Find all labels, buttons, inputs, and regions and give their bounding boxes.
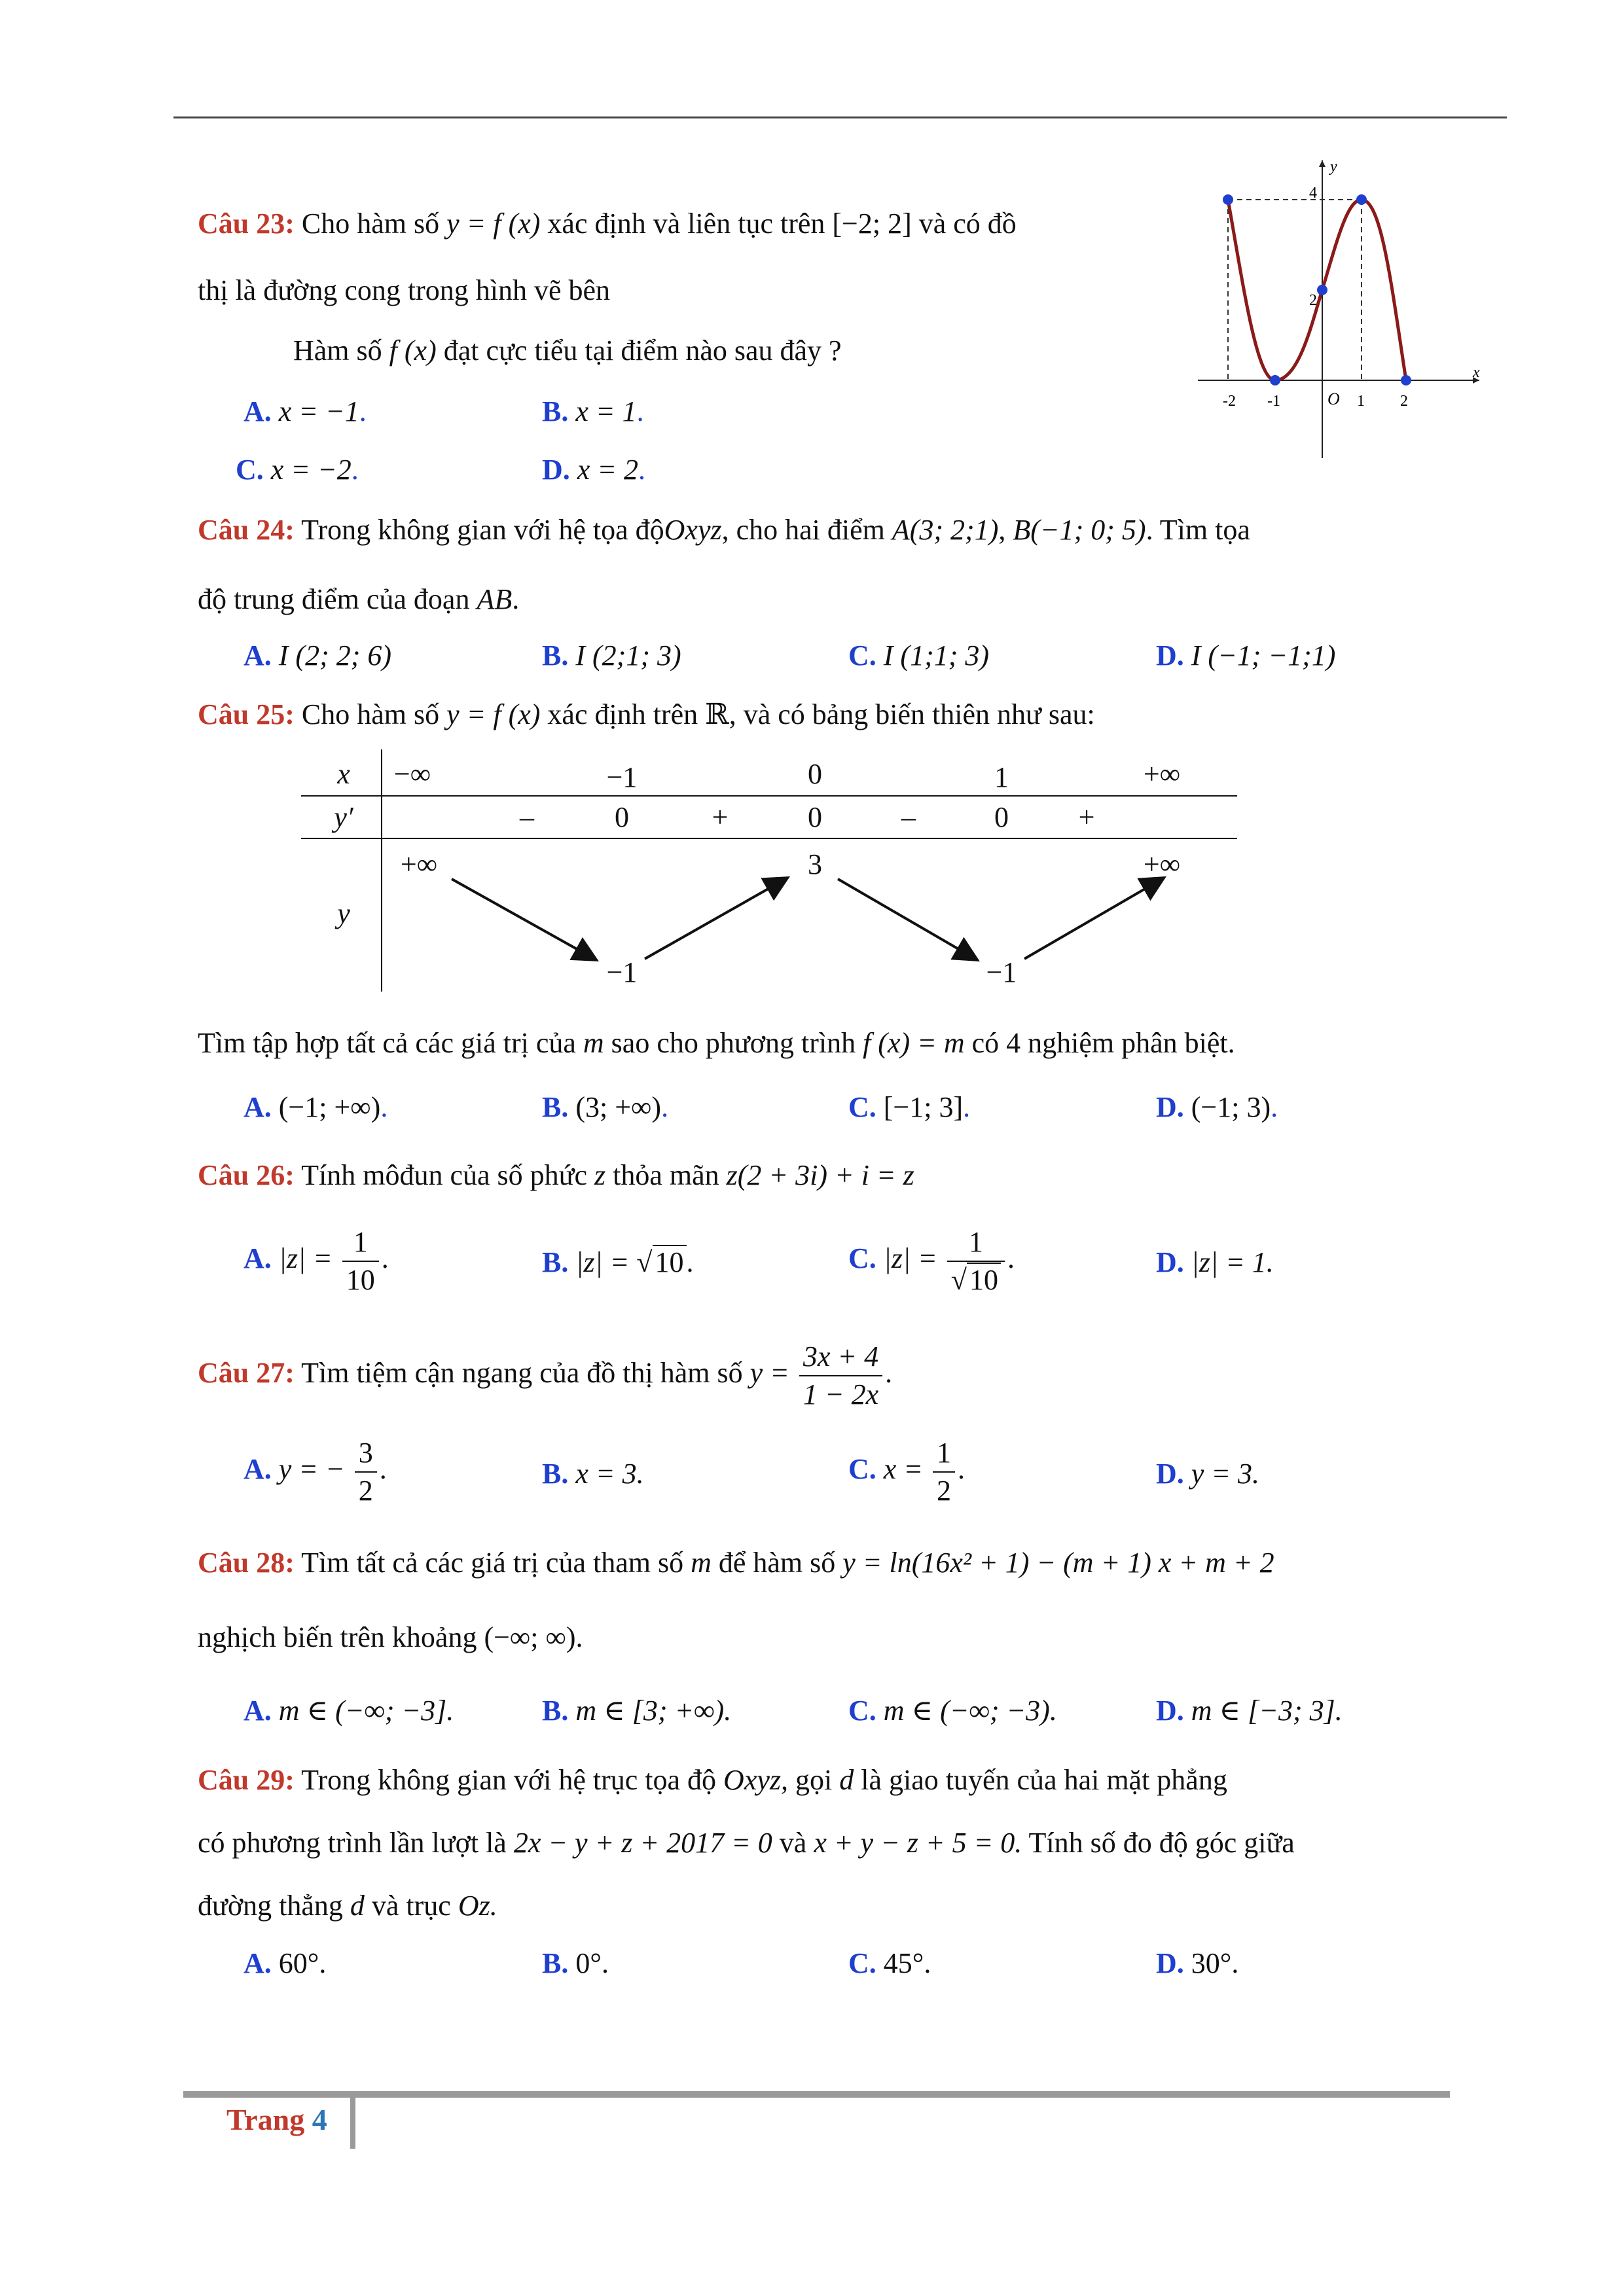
q25-l2e: 4 (1006, 1027, 1021, 1059)
numerator: 3 (355, 1435, 377, 1473)
option-lhs: |z| = (575, 1246, 630, 1278)
table-yp-7: + (1078, 801, 1095, 833)
q28-l1b: để hàm số (718, 1547, 836, 1579)
option-letter: C. (848, 639, 876, 672)
q26-equation: z(2 + 3i) + i = z (726, 1159, 914, 1191)
arrow-increase-1 (645, 879, 785, 959)
option-letter: A. (244, 395, 272, 427)
q25-l2f: nghiệm phân biệt. (1028, 1027, 1235, 1059)
q23-func: y = f (x) (446, 207, 541, 240)
q29-l3c: Oz. (458, 1890, 497, 1922)
q24-l2a: độ trung điểm của đoạn (198, 583, 470, 615)
option-letter: C. (236, 454, 264, 486)
option-letter: D. (1156, 1091, 1184, 1123)
q26-option-d[interactable] (1156, 1246, 1274, 1280)
option-value: (3; +∞) (575, 1091, 662, 1123)
page-value: 4 (312, 2103, 327, 2136)
option-value: m ∈ [3; +∞). (575, 1695, 732, 1727)
option-value: [−1; 3] (883, 1091, 964, 1123)
q28-l1m: m (691, 1547, 712, 1579)
q25-line1 (198, 698, 1095, 732)
q23-l3b: đạt cực tiểu tại điểm nào sau đây ? (443, 334, 842, 367)
fraction (947, 1224, 1005, 1299)
q29-l2e: Tính số đo độ góc giữa (1028, 1827, 1295, 1859)
numerator: 1 (933, 1435, 955, 1473)
q25-l2d: có (971, 1027, 1000, 1059)
q29-plane-1: 2x − y + z + 2017 = 0 (513, 1827, 772, 1859)
option-letter: B. (542, 1695, 569, 1727)
q29-line1 (198, 1763, 1227, 1797)
q25-l2a: Tìm tập hợp tất cả các giá trị của (198, 1027, 576, 1059)
q28-option-d[interactable] (1156, 1694, 1343, 1728)
option-letter: A. (244, 1091, 272, 1123)
table-x-label: x (337, 758, 350, 790)
q23-text: Cho hàm số (301, 207, 440, 240)
table-yp-4: 0 (808, 801, 822, 833)
q23-line3 (293, 334, 842, 368)
q25-l1m: y = f (x) (446, 698, 541, 730)
q25-reals: ℝ (705, 698, 729, 730)
denominator: 1 − 2x (803, 1378, 879, 1410)
option-letter: A. (244, 1453, 272, 1486)
table-y-5: +∞ (1143, 848, 1181, 880)
q23-number: Câu 23: (198, 207, 295, 240)
option-letter: A. (244, 1947, 272, 1979)
q27-line1: Câu 27: Tìm tiệm cận ngang của đồ thị hàm số y = $\frac{3x + 4}{1 - 2x}$ . (198, 1338, 892, 1413)
tick-x-1: 1 (1357, 393, 1365, 410)
function-graph (1185, 151, 1486, 465)
option-letter: D. (1156, 639, 1184, 672)
q24-l2b: . (512, 583, 520, 615)
q27-option-d[interactable] (1156, 1457, 1259, 1491)
q27-option-c[interactable]: C. x = $\frac{1}{2}$ . (848, 1435, 965, 1509)
numerator: 1 (342, 1224, 379, 1262)
q28-option-b[interactable] (542, 1694, 731, 1728)
q23-option-a[interactable]: A. x = −1. (244, 395, 367, 427)
option-lhs: |z| = (278, 1242, 333, 1275)
q29-l2c: và (779, 1827, 807, 1859)
q24-option-a[interactable] (244, 639, 391, 673)
option-value: 60°. (278, 1947, 327, 1979)
table-arrows (301, 749, 1237, 992)
q27-option-a[interactable]: A. y = − $\frac{3}{2}$ . (244, 1435, 387, 1509)
q23-option-b[interactable]: B. x = 1. (542, 395, 644, 427)
option-letter: D. (542, 454, 570, 486)
numerator: 1 (947, 1224, 1005, 1262)
tick-y-2: 2 (1309, 292, 1317, 309)
q29-plane-2: x + y − z + 5 = 0. (814, 1827, 1022, 1859)
option-value: 0°. (575, 1947, 609, 1979)
q25-option-b[interactable]: B. (3; +∞). (542, 1091, 669, 1123)
option-letter: D. (1156, 1695, 1184, 1727)
q24-line2 (198, 583, 519, 617)
option-value: (−1; 3) (1191, 1091, 1271, 1123)
table-yp-6: 0 (994, 801, 1009, 833)
table-y-label: y (337, 897, 350, 929)
q29-l1d: là giao tuyến của hai mặt phẳng (861, 1764, 1227, 1796)
option-letter: D. (1156, 1458, 1184, 1490)
option-letter: D. (1156, 1246, 1184, 1278)
denominator: 2 (937, 1475, 952, 1507)
option-value: x = −2 (270, 454, 352, 486)
q24-point-a: A(3; 2;1) (892, 514, 999, 546)
q23-text3: và có đồ (918, 207, 1017, 240)
table-y-1: +∞ (400, 848, 438, 880)
q26-option-a[interactable]: A. |z| = $\frac{1}{10}$ . (244, 1224, 389, 1299)
option-lhs: x = (883, 1453, 924, 1486)
q29-l2a: có phương trình lần lượt là (198, 1827, 507, 1859)
table-yp-2: 0 (615, 801, 629, 833)
point-0-2 (1317, 285, 1327, 295)
q25-l2m: m (583, 1027, 604, 1059)
q29-l1m: Oxyz, (723, 1764, 789, 1796)
q23-line1 (198, 207, 1017, 241)
q24-option-b[interactable] (542, 639, 681, 673)
q23-interval: [−2; 2] (832, 207, 912, 240)
arrow-decrease-1 (452, 879, 594, 959)
q27-number: Câu 27: (198, 1357, 295, 1390)
denominator: √10 (947, 1262, 1005, 1299)
table-yp-3: + (712, 801, 729, 833)
fraction (355, 1435, 377, 1509)
q24-option-c[interactable] (848, 639, 989, 673)
fraction (799, 1338, 882, 1413)
q29-line3 (198, 1889, 497, 1923)
fraction (933, 1435, 955, 1509)
q25-l1b: xác định trên (547, 698, 698, 730)
option-letter: A. (244, 639, 272, 672)
footer-rule (183, 2091, 1450, 2098)
q29-number: Câu 29: (198, 1764, 295, 1796)
q25-l2b: sao cho phương trình (611, 1027, 856, 1059)
q25-number: Câu 25: (198, 698, 295, 730)
table-x-3: 0 (808, 758, 822, 790)
tick-x-neg1: -1 (1267, 393, 1280, 410)
table-y-3: 3 (808, 848, 822, 880)
option-lhs: |z| = (883, 1242, 937, 1275)
option-value: I (1;1; 3) (883, 639, 990, 672)
q27-l1a: Tìm tiệm cận ngang của đồ thị hàm số (301, 1357, 743, 1390)
point-neg2-4 (1223, 194, 1233, 205)
q26-l1b: thỏa mãn (613, 1159, 719, 1191)
table-x-2: −1 (606, 761, 638, 793)
table-yp-1: – (520, 801, 534, 833)
point-neg1-0 (1270, 375, 1280, 386)
q26-l1m: z (594, 1159, 606, 1191)
q24-l2m: AB (477, 583, 513, 615)
q23-option-d[interactable]: D. x = 2. (542, 454, 646, 486)
option-value: x = 2 (577, 454, 639, 486)
q23-text2: xác định và liên tục trên (547, 207, 825, 240)
q28-line2 (198, 1621, 583, 1655)
y-axis-label: y (1330, 158, 1337, 175)
q25-l1a: Cho hàm số (301, 698, 440, 730)
option-letter: B. (542, 639, 569, 672)
option-letter: A. (244, 1695, 272, 1727)
q26-option-c[interactable]: C. |z| = $\frac{1}{√10}$ . (848, 1224, 1015, 1299)
table-yp-label: y′ (334, 801, 353, 833)
option-letter: B. (542, 1246, 569, 1278)
option-value: m ∈ [−3; 3]. (1191, 1695, 1343, 1727)
option-letter: B. (542, 395, 569, 427)
option-letter: B. (542, 1458, 569, 1490)
y-axis-arrow-icon (1319, 160, 1326, 167)
denominator: 10 (346, 1264, 375, 1296)
option-value: x = −1 (278, 395, 359, 427)
q29-line2 (198, 1826, 1295, 1860)
q25-line2 (198, 1026, 1235, 1060)
q29-l3a: đường thẳng (198, 1890, 343, 1922)
q24-number: Câu 24: (198, 514, 295, 546)
option-value: I (−1; −1;1) (1191, 639, 1336, 672)
q24-l1a: Trong không gian với hệ tọa độ (301, 514, 664, 546)
q26-l1a: Tính môđun của số phức (301, 1159, 588, 1191)
q26-line1 (198, 1158, 914, 1193)
option-letter: C. (848, 1695, 876, 1727)
option-value: x = 3. (575, 1458, 644, 1490)
numerator: 3x + 4 (799, 1338, 882, 1376)
q24-option-d[interactable] (1156, 639, 1335, 673)
q29-option-c[interactable] (848, 1946, 931, 1981)
denominator: 2 (358, 1475, 373, 1507)
option-value: I (2;1; 3) (575, 639, 681, 672)
q25-l2c: f (x) = m (863, 1027, 965, 1059)
table-yp-5: – (901, 801, 916, 833)
option-letter: C. (848, 1947, 876, 1979)
q25-l1d: , và có bảng biến thiên như sau: (729, 698, 1095, 730)
q23-l3a: Hàm số (293, 334, 382, 367)
option-value: (−1; +∞) (278, 1091, 381, 1123)
q24-l1m: Oxyz (664, 514, 722, 546)
arrow-increase-2 (1024, 879, 1162, 959)
q27-option-b[interactable] (542, 1457, 644, 1491)
origin-label: O (1327, 389, 1340, 408)
q24-l1f: . Tìm tọa (1146, 514, 1250, 546)
q23-l3m: f (x) (389, 334, 437, 367)
q24-point-b: B(−1; 0; 5) (1013, 514, 1146, 546)
page-label: Trang (226, 2103, 305, 2136)
table-x-4: 1 (994, 761, 1009, 793)
q25-option-d[interactable]: D. (−1; 3). (1156, 1091, 1278, 1123)
tick-y-4: 4 (1309, 185, 1317, 202)
q28-option-c[interactable] (848, 1694, 1057, 1728)
q24-line1 (198, 513, 1250, 547)
q29-l1a: Trong không gian với hệ trục tọa độ (301, 1764, 717, 1796)
fraction (342, 1224, 379, 1299)
q24-l1b: , cho hai điểm (721, 514, 885, 546)
q26-number: Câu 26: (198, 1159, 295, 1191)
q28-option-a[interactable] (244, 1694, 454, 1728)
q29-l3m: d (350, 1890, 365, 1922)
option-value: m ∈ (−∞; −3]. (278, 1695, 454, 1727)
option-letter: C. (848, 1091, 876, 1123)
footer-divider (350, 2098, 355, 2149)
q28-number: Câu 28: (198, 1547, 295, 1579)
arrow-decrease-2 (838, 879, 975, 959)
header-rule (173, 117, 1507, 118)
q28-l1a: Tìm tất cả các giá trị của tham số (301, 1547, 684, 1579)
option-letter: B. (542, 1947, 569, 1979)
q27-l1m: y = (749, 1357, 789, 1390)
q23-option-c[interactable]: C. x = −2. (236, 454, 359, 486)
q26-option-b[interactable]: B. |z| = √10. (542, 1246, 694, 1278)
option-letter: D. (1156, 1947, 1184, 1979)
q29-option-b[interactable] (542, 1946, 609, 1981)
sqrt-value: 10 (653, 1245, 687, 1278)
option-value: 45°. (883, 1947, 931, 1979)
q28-line1 (198, 1546, 1274, 1580)
point-1-4 (1356, 194, 1367, 205)
option-value: x = 1 (575, 395, 637, 427)
q29-l1b: gọi (795, 1764, 833, 1796)
q29-option-a[interactable] (244, 1946, 326, 1981)
option-value: 30°. (1191, 1947, 1239, 1979)
option-value: m ∈ (−∞; −3). (883, 1695, 1057, 1727)
table-x-5: +∞ (1143, 758, 1181, 790)
x-axis-label: x (1473, 364, 1480, 381)
option-letter: A. (244, 1242, 272, 1275)
table-y-2: −1 (606, 956, 638, 988)
point-2-0 (1401, 375, 1411, 386)
q29-l1c: d (839, 1764, 854, 1796)
option-value: I (2; 2; 6) (278, 639, 392, 672)
tick-x-neg2: -2 (1223, 393, 1236, 410)
option-lhs: y = − (278, 1453, 345, 1486)
q28-l2a: nghịch biến trên khoảng (198, 1621, 477, 1653)
option-value: y = 3. (1191, 1458, 1260, 1490)
q25-option-a[interactable]: A. (−1; +∞). (244, 1091, 388, 1123)
variation-table (301, 749, 1237, 992)
sqrt-value: 10 (967, 1263, 1001, 1296)
q28-interval: (−∞; ∞). (484, 1621, 583, 1653)
option-letter: B. (542, 1091, 569, 1123)
q23-line2: thị là đường cong trong hình vẽ bên (198, 274, 611, 306)
option-value: |z| = 1. (1191, 1246, 1274, 1278)
table-y-4: −1 (986, 956, 1017, 988)
q25-option-c[interactable]: C. [−1; 3]. (848, 1091, 971, 1123)
tick-x-2: 2 (1400, 393, 1408, 410)
option-letter: C. (848, 1453, 876, 1486)
table-x-1: −∞ (393, 758, 431, 790)
option-letter: C. (848, 1242, 876, 1275)
q29-option-d[interactable] (1156, 1946, 1238, 1981)
q29-l3b: và trục (371, 1890, 451, 1922)
page-number (226, 2102, 327, 2137)
q24-comma: , (998, 514, 1006, 546)
q28-function: y = ln(16x² + 1) − (m + 1) x + m + 2 (842, 1547, 1274, 1579)
